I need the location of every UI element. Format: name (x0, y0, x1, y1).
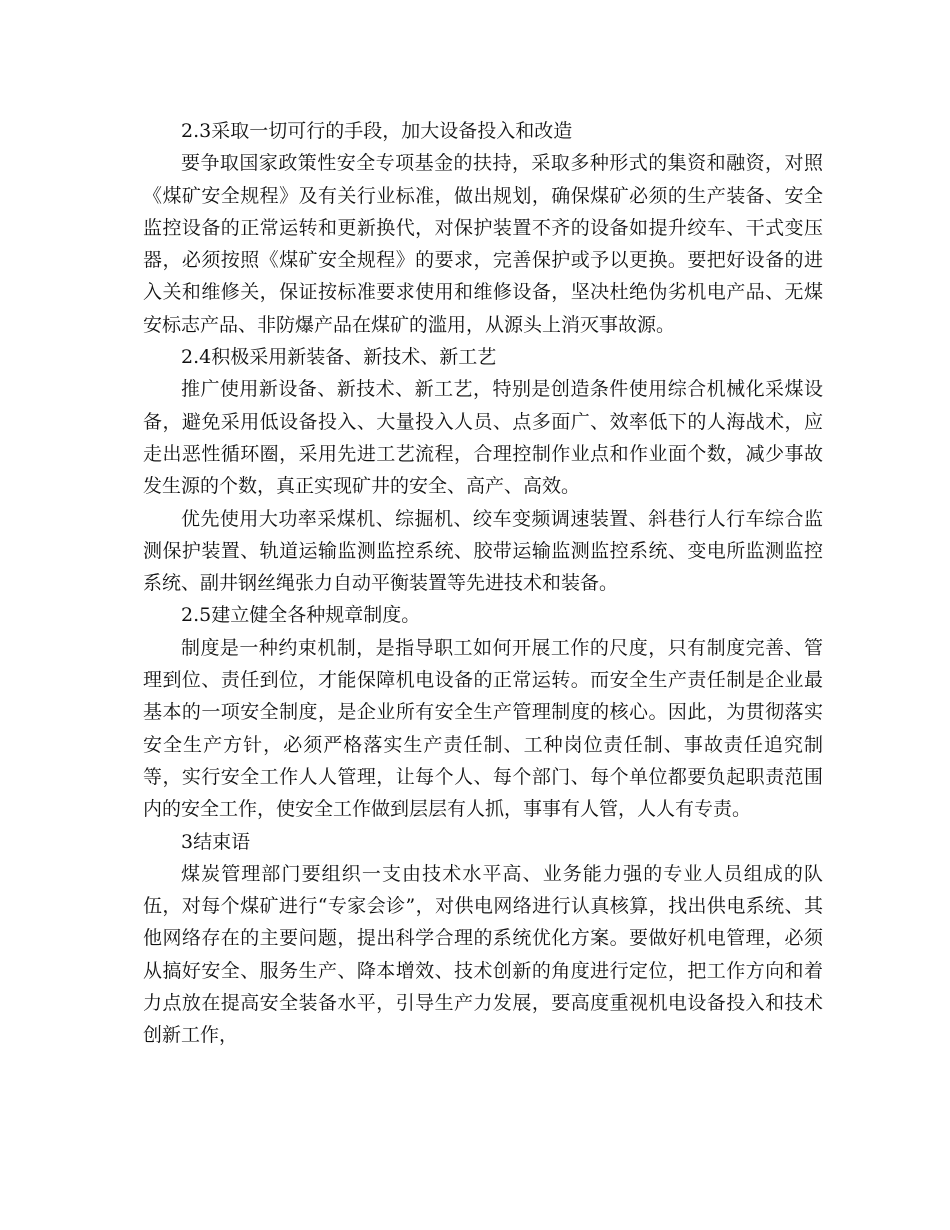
section-heading-2-3: 2.3采取一切可行的手段，加大设备投入和改造 (181, 120, 573, 142)
section-heading-2-5: 2.5建立健全各种规章制度。 (181, 604, 421, 627)
paragraph-priority-equipment: 优先使用大功率采煤机、综掘机、绞车变频调速装置、斜巷行人行车综合监测保护装置、轨道运输监测监控系统、胶带运输监测监控系统、变电所监测监控系统、副井钢丝绳张力自动平衡装置等先进技术和装备。 (143, 507, 823, 595)
paragraph-rules-system: 制度是一种约束机制，是指导职工如何开展工作的尺度，只有制度完善、管理到位、责任到位，才能保障机电设备的正常运转。而安全生产责任制是企业最基本的一项安全制度，是企业所有安全生产管理制度的核心。因此，为贯彻落实安全生产方针，必须严格落实生产责任制、工种岗位责任制、事故责任追究制等，实行安全工作人人管理，让每个人、每个部门、每个单位都要负起职责范围内的安全工作，使安全工作做到层层有人抓，事事有人管，人人有专责。 (143, 636, 823, 821)
document-body (143, 115, 823, 1052)
section-heading-2-4: 2.4积极采用新装备、新技术、新工艺 (181, 346, 497, 369)
paragraph-equipment-investment: 要争取国家政策性安全专项基金的扶持，采取多种形式的集资和融资，对照《煤矿安全规程》及有关行业标准，做出规划，确保煤矿必须的生产装备、安全监控设备的正常运转和更新换代，对保护装置不齐的设备如提升绞车、干式变压器，必须按照《煤矿安全规程》的要求，完善保护或予以更换。要把好设备的进入关和维修关，保证按标准要求使用和维修设备，坚决杜绝伪劣机电产品、无煤安标志产品、非防爆产品在煤矿的滥用，从源头上消灭事故源。 (143, 152, 823, 336)
section-heading-3: 3结束语 (181, 830, 251, 853)
paragraph-conclusion: 煤炭管理部门要组织一支由技术水平高、业务能力强的专业人员组成的队伍，对每个煤矿进行“专家会诊”，对供电网络进行认真核算，找出供电系统、其他网络存在的主要问题，提出科学合理的系统优化方案。要做好机电管理，必须从搞好安全、服务生产、降本增效、技术创新的角度进行定位，把工作方向和着力点放在提高安全装备水平，引导生产力发展，要高度重视机电设备投入和技术创新工作， (143, 862, 823, 1047)
paragraph-new-technology: 推广使用新设备、新技术、新工艺，特别是创造条件使用综合机械化采煤设备，避免采用低设备投入、大量投入人员、点多面广、效率低下的人海战术，应走出恶性循环圈，采用先进工艺流程，合理控制作业点和作业面个数，减少事故发生源的个数，真正实现矿井的安全、高产、高效。 (143, 378, 823, 498)
